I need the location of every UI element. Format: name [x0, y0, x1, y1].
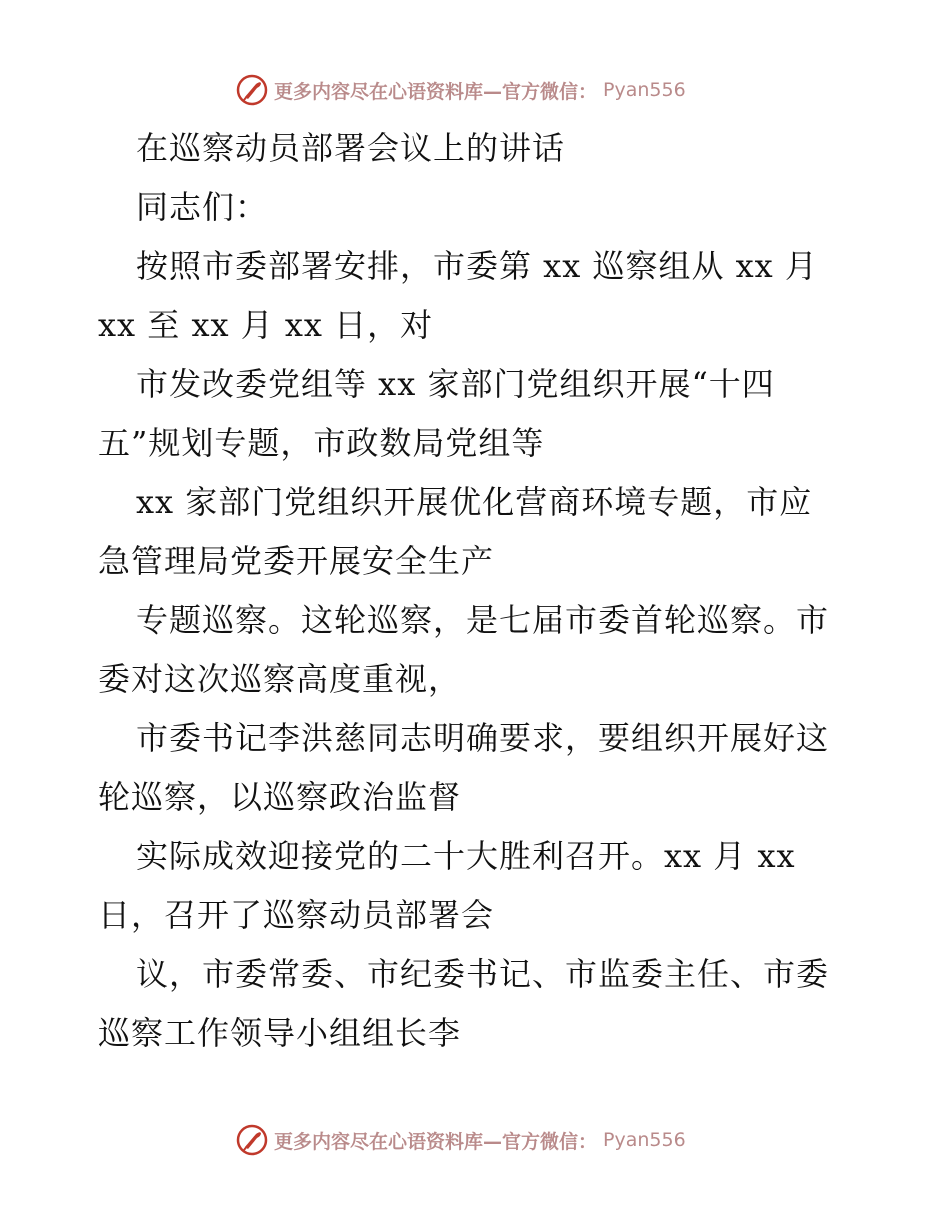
salutation: 同志们：	[136, 188, 269, 226]
watermark-text: 更多内容尽在心语资料库—官方微信：	[274, 80, 598, 103]
quill-pen-logo-icon	[236, 1124, 268, 1156]
paragraph-line: 巡察工作领导小组组长李	[98, 1014, 462, 1052]
watermark-banner-bottom	[236, 1124, 686, 1156]
paragraph-line: 专题巡察。这轮巡察，是七届市委首轮巡察。市	[136, 601, 830, 639]
watermark-text: 更多内容尽在心语资料库—官方微信：	[274, 1130, 598, 1153]
paragraph-line: 五”规划专题，市政数局党组等	[98, 424, 545, 462]
watermark-contact: Pyan556	[603, 1129, 686, 1151]
paragraph-line: 委对这次巡察高度重视，	[98, 660, 462, 698]
paragraph-line: 市发改委党组等 xx 家部门党组织开展“十四	[136, 365, 775, 403]
paragraph-line: 实际成效迎接党的二十大胜利召开。xx 月 xx	[136, 837, 796, 875]
paragraph-line: 议，市委常委、市纪委书记、市监委主任、市委	[136, 955, 830, 993]
watermark-banner-top	[236, 74, 686, 106]
watermark-contact: Pyan556	[603, 79, 686, 101]
paragraph-line: xx 至 xx 月 xx 日，对	[98, 306, 434, 344]
paragraph-line: 市委书记李洪慈同志明确要求，要组织开展好这	[136, 719, 830, 757]
quill-pen-logo-icon	[236, 74, 268, 106]
paragraph-line: 日，召开了巡察动员部署会	[98, 896, 495, 934]
paragraph-line: xx 家部门党组织开展优化营商环境专题，市应	[136, 483, 813, 521]
document-title: 在巡察动员部署会议上的讲话	[136, 129, 566, 167]
paragraph-line: 轮巡察，以巡察政治监督	[98, 778, 462, 816]
paragraph-line: 急管理局党委开展安全生产	[98, 542, 495, 580]
paragraph-line: 按照市委部署安排，市委第 xx 巡察组从 xx 月	[136, 247, 818, 285]
